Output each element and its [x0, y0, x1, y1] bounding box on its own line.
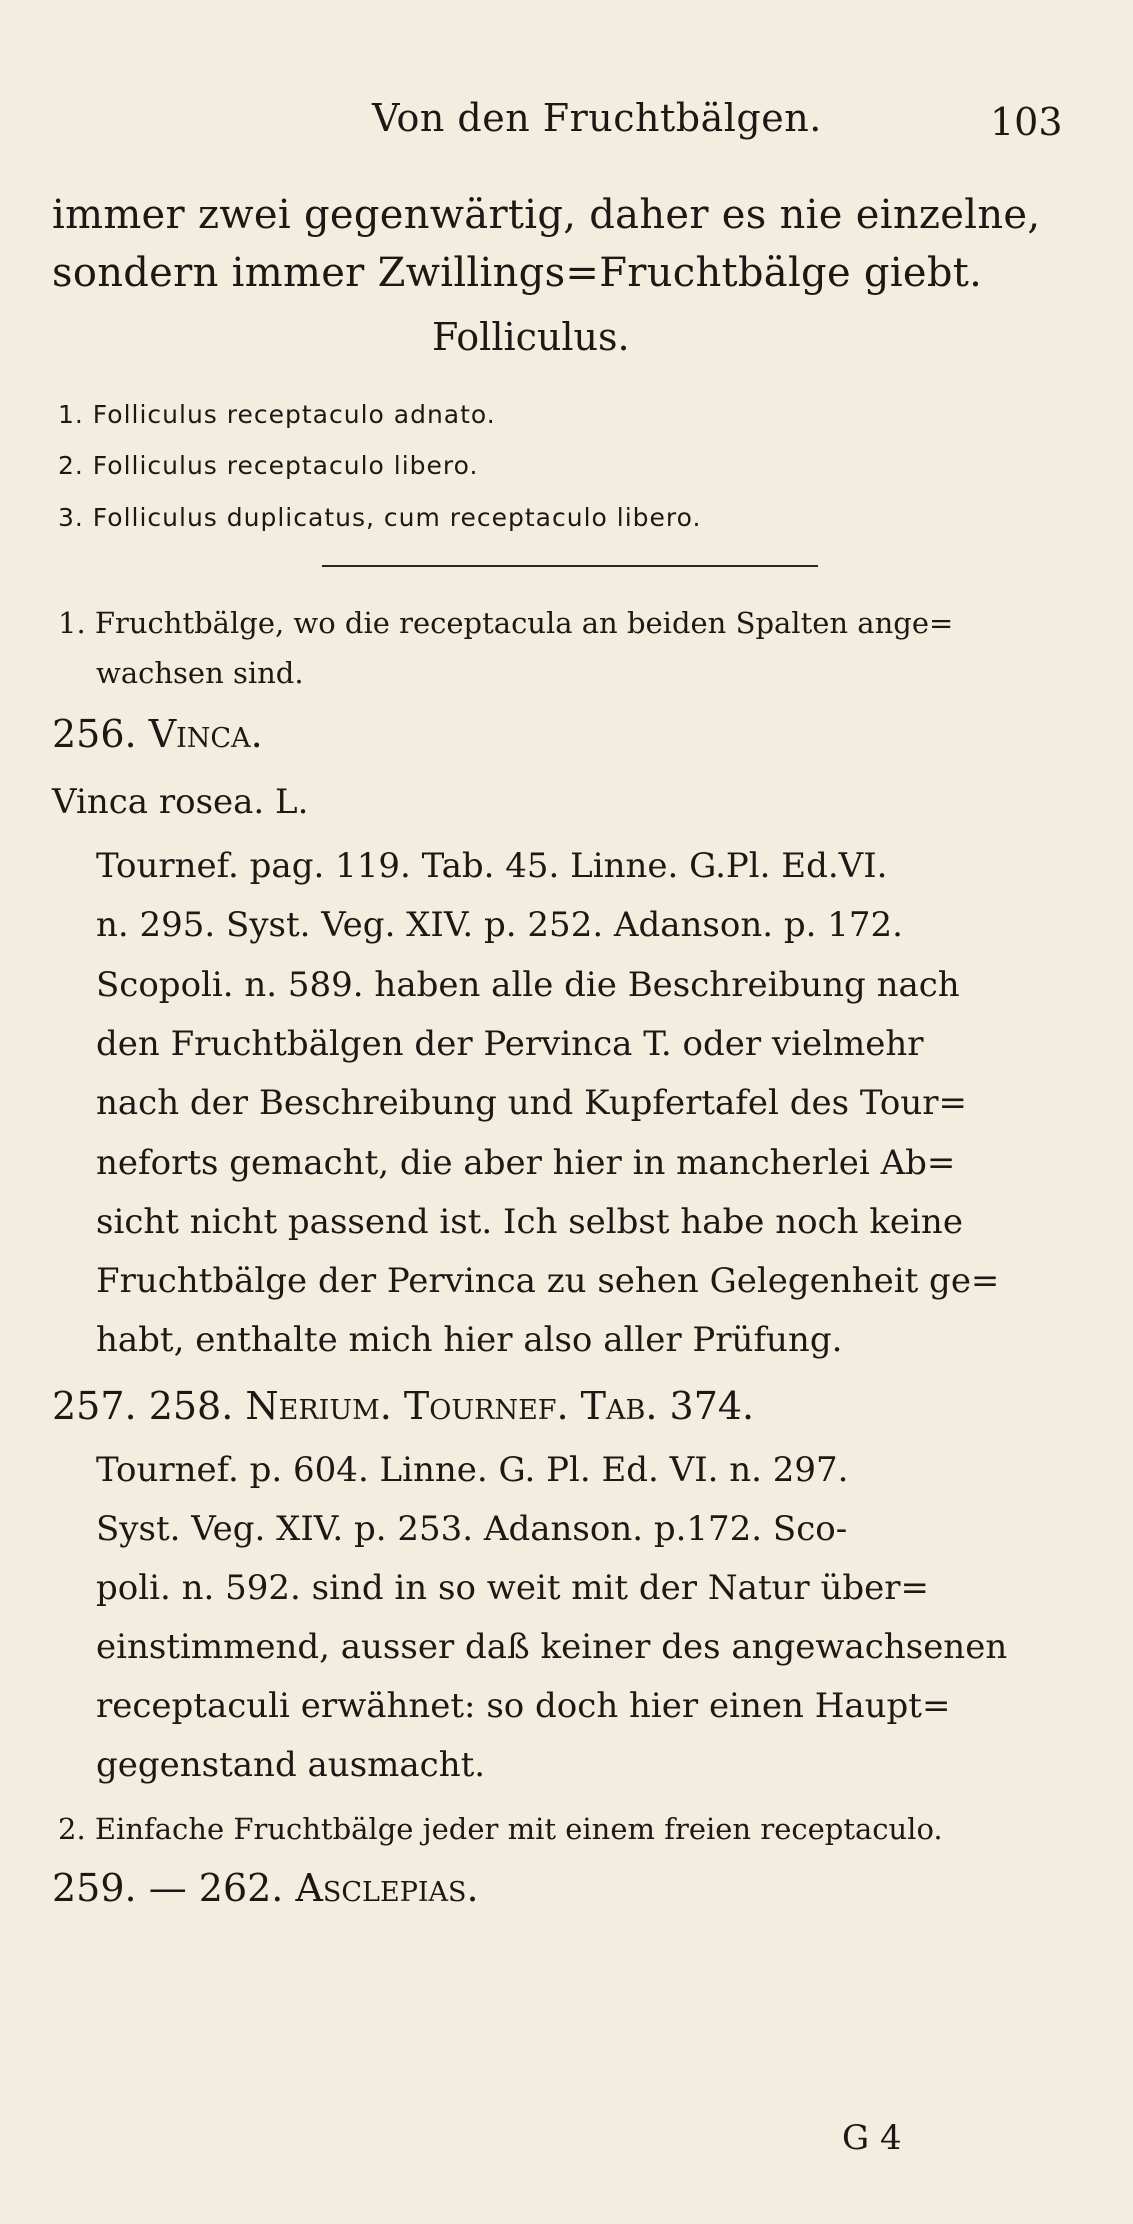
nerium-line-5: receptaculi erwähnet: so doch hier einen Haupt=: [96, 1686, 951, 1726]
note-1-line-1: 1. Fruchtbälge, wo die receptacula an beiden Spalten ange=: [58, 606, 954, 640]
vinca-line-3: Scopoli. n. 589. haben alle die Beschreibung nach: [96, 965, 960, 1005]
section-divider: [322, 565, 818, 567]
signature-mark: G 4: [842, 2118, 902, 2158]
vinca-species: Vinca rosea. L.: [52, 782, 309, 822]
nerium-line-3: poli. n. 592. sind in so weit mit der Natur über=: [96, 1568, 929, 1608]
running-title: Von den Fruchtbälgen.: [372, 96, 822, 140]
vinca-line-5: nach der Beschreibung und Kupfertafel des Tour=: [96, 1083, 967, 1123]
nerium-heading: 257. 258. Nerium. Tournef. Tab. 374.: [52, 1384, 755, 1428]
note-2: 2. Einfache Fruchtbälge jeder mit einem freien receptaculo.: [58, 1812, 943, 1846]
vinca-line-6: neforts gemacht, die aber hier in mancherlei Ab=: [96, 1143, 956, 1183]
folliculus-title: Folliculus.: [432, 315, 630, 359]
page-number: 103: [990, 100, 1063, 144]
nerium-line-4: einstimmend, ausser daß keiner des angewachsenen: [96, 1627, 1008, 1667]
vinca-line-1: Tournef. pag. 119. Tab. 45. Linne. G.Pl. Ed.VI.: [96, 846, 888, 886]
nerium-line-2: Syst. Veg. XIV. p. 253. Adanson. p.172. Sco-: [96, 1509, 848, 1549]
vinca-line-8: Fruchtbälge der Pervinca zu sehen Gelegenheit ge=: [96, 1261, 1000, 1301]
vinca-line-2: n. 295. Syst. Veg. XIV. p. 252. Adanson. p. 172.: [96, 905, 903, 945]
intro-line-1: immer zwei gegenwärtig, daher es nie einzelne,: [52, 192, 1041, 238]
folliculus-item-1: 1. Folliculus receptaculo adnato.: [58, 400, 496, 429]
folliculus-item-2: 2. Folliculus receptaculo libero.: [58, 451, 479, 480]
nerium-line-1: Tournef. p. 604. Linne. G. Pl. Ed. VI. n. 297.: [96, 1450, 849, 1490]
nerium-line-6: gegenstand ausmacht.: [96, 1745, 486, 1785]
note-1-line-2: wachsen sind.: [96, 656, 304, 690]
asclepias-heading: 259. — 262. Asclepias.: [52, 1866, 479, 1910]
vinca-line-7: sicht nicht passend ist. Ich selbst habe noch keine: [96, 1202, 963, 1242]
vinca-line-9: habt, enthalte mich hier also aller Prüfung.: [96, 1320, 843, 1360]
vinca-line-4: den Fruchtbälgen der Pervinca T. oder vielmehr: [96, 1024, 924, 1064]
folliculus-item-3: 3. Folliculus duplicatus, cum receptaculo libero.: [58, 503, 702, 532]
vinca-heading: 256. Vinca.: [52, 712, 263, 756]
intro-line-2: sondern immer Zwillings=Fruchtbälge giebt.: [52, 250, 983, 296]
